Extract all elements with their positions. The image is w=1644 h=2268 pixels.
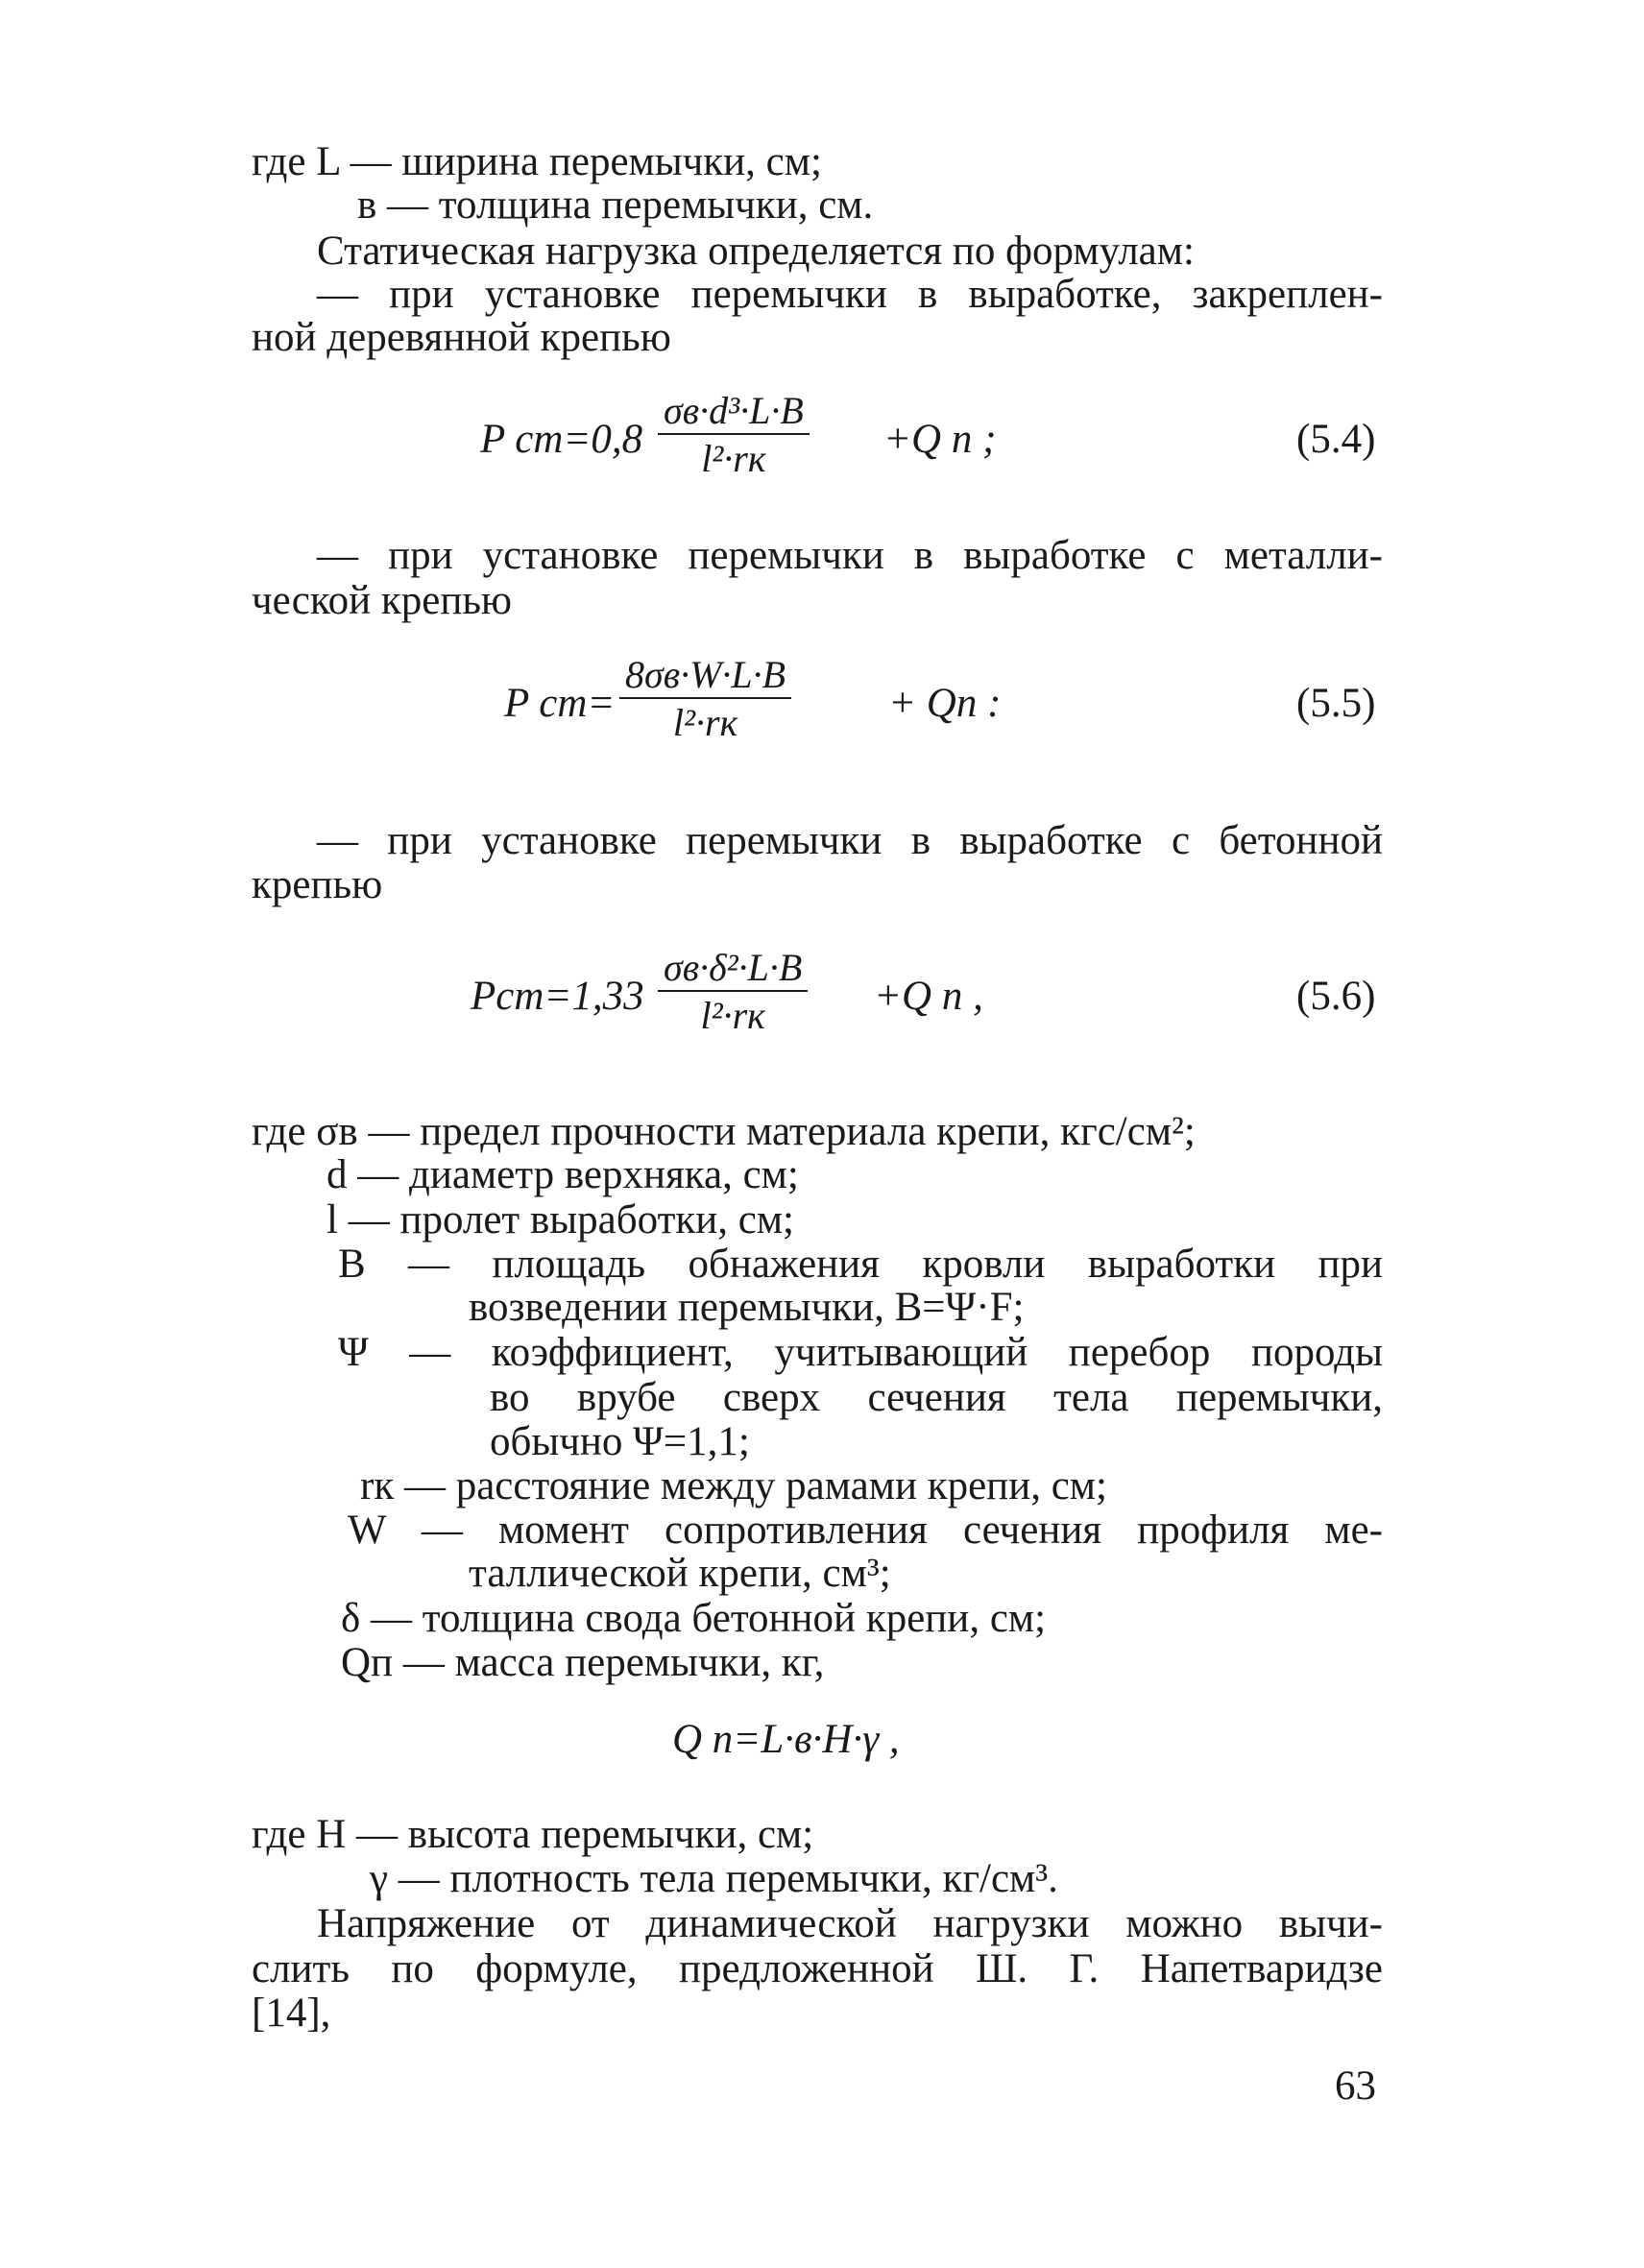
equation-number: (5.5) (1296, 681, 1376, 726)
text-line: — при установке перемычки в выработке, закреплен- (317, 272, 1383, 317)
text-line: B — площадь обнажения кровли выработки при (338, 1242, 1383, 1287)
text-line: обычно Ψ=1,1; (490, 1419, 750, 1464)
formula-numerator: σв·δ²·L·B (664, 946, 803, 989)
text-line: l — пролет выработки, см; (326, 1197, 795, 1243)
text-line: слить по формуле, предложенной Ш. Г. Напетваридзе (252, 1946, 1383, 1991)
formula-tail: +Q п , (874, 974, 983, 1019)
formula-numerator: σв·d³·L·B (664, 389, 804, 432)
text-line: где L — ширина перемычки, см; (252, 139, 822, 184)
formula-mass: Q п=L·в·H·γ , (672, 1717, 900, 1762)
formula-denominator: l²·rк (619, 697, 791, 745)
text-line: Ψ — коэффициент, учитывающий перебор породы (338, 1330, 1383, 1375)
formula-tail: + Qп : (888, 681, 1002, 726)
formula-fraction (658, 389, 810, 481)
formula-lhs: P ст=0,8 (480, 417, 643, 462)
formula-lhs: P ст= (504, 681, 616, 726)
text-line: возведении перемычки, B=Ψ·F; (469, 1285, 1025, 1330)
formula-5-5 (504, 653, 1392, 768)
text-line: rк — расстояние между рамами крепи, см; (360, 1463, 1107, 1508)
text-line: γ — плотность тела перемычки, кг/см³. (370, 1856, 1058, 1901)
formula-denominator: l²·rк (658, 990, 808, 1038)
formula-fraction (658, 946, 808, 1038)
text-line: крепью (252, 862, 383, 907)
text-line: δ — толщина свода бетонной крепи, см; (341, 1596, 1047, 1641)
text-line: Напряжение от динамической нагрузки можно вычи- (317, 1901, 1383, 1946)
text-line: в — толщина перемычки, см. (357, 182, 874, 228)
text-line: Статическая нагрузка определяется по формулам: (317, 229, 1195, 274)
text-line: — при установке перемычки в выработке с металли- (317, 533, 1383, 578)
formula-numerator: 8σв·W·L·B (625, 653, 786, 696)
text-line: во врубе сверх сечения тела перемычки, (490, 1375, 1383, 1420)
equation-number: (5.6) (1296, 974, 1376, 1019)
formula-5-6 (471, 946, 1392, 1061)
text-line: где H — высота перемычки, см; (252, 1812, 814, 1857)
equation-number: (5.4) (1296, 417, 1376, 462)
text-line: W — момент сопротивления сечения профиля ме- (348, 1508, 1383, 1553)
text-line: [14], (252, 1991, 331, 2036)
text-line: ной деревянной крепью (252, 315, 671, 360)
formula-fraction (619, 653, 791, 745)
formula-5-4 (480, 389, 1392, 504)
formula-tail: +Q п ; (883, 417, 997, 462)
text-line: d — диаметр верхняка, см; (326, 1152, 799, 1197)
text-line: Qп — масса перемычки, кг, (341, 1640, 825, 1685)
formula-lhs: Pст=1,33 (471, 974, 644, 1019)
text-line: таллической крепи, см³; (469, 1551, 891, 1596)
page-number: 63 (1335, 2063, 1376, 2109)
text-line: ческой крепью (252, 578, 513, 623)
text-line: — при установке перемычки в выработке с бетонной (317, 818, 1383, 863)
formula-denominator: l²·rк (658, 433, 810, 481)
text-line: где σв — предел прочности материала крепи, кгс/см²; (252, 1109, 1196, 1154)
